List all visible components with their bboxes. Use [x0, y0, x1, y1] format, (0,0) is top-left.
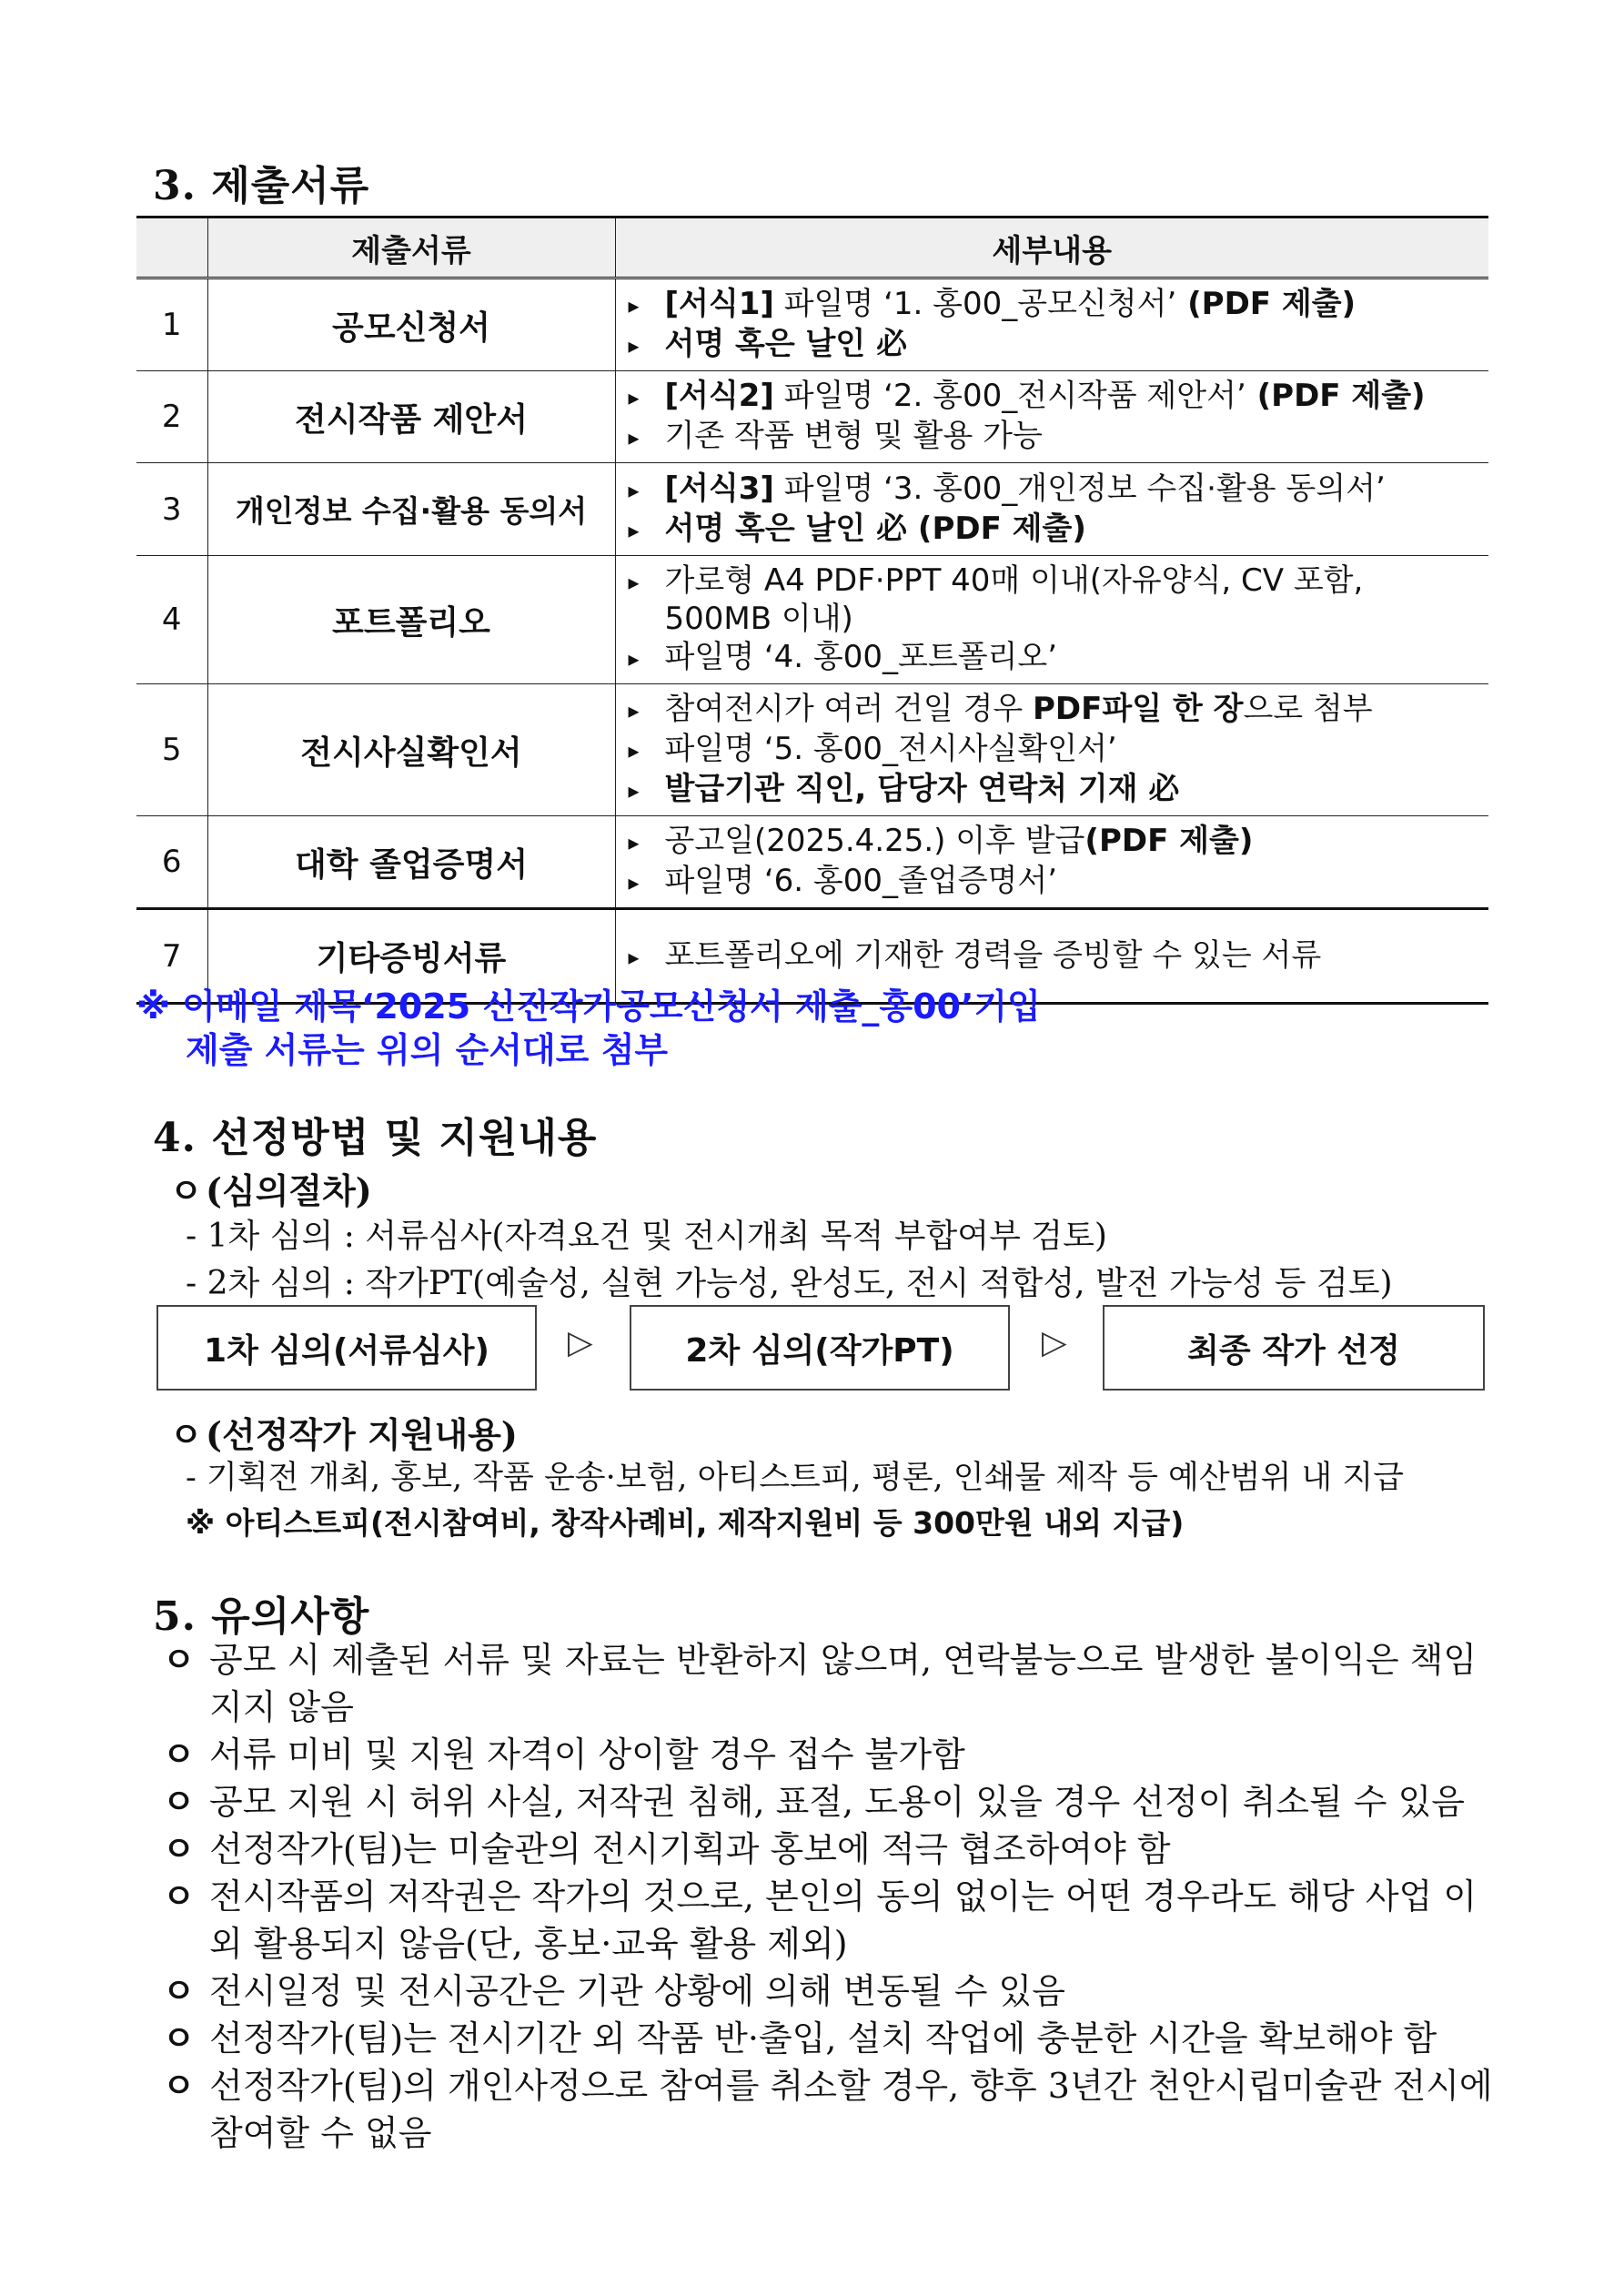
support-note: ※ 아티스트피(전시참여비, 창작사례비, 제작지원비 등 300만원 내외 지급) — [186, 1505, 1185, 1541]
detail-bold: [서식3] — [664, 470, 774, 507]
caution-text: 서류 미비 및 지원 자격이 상이할 경우 접수 불가함 — [209, 1735, 965, 1775]
triangle-bullet-icon: ▸ — [628, 570, 640, 595]
header-details: 세부내용 — [615, 217, 1488, 278]
caution-text: 공모 시 제출된 서류 및 자료는 반환하지 않으며, 연락불능으로 발생한 불이익은 책임지지 않음 — [209, 1640, 1478, 1727]
detail-text — [665, 690, 1373, 728]
detail-text: 기존 작품 변형 및 활용 가능 — [664, 418, 1043, 454]
circle-bullet-icon: ㅇ — [162, 1828, 196, 1869]
triangle-bullet-icon: ▸ — [628, 646, 640, 672]
triangle-bullet-icon: ▸ — [628, 385, 640, 410]
detail-text: 참여전시가 여러 건일 경우 — [664, 691, 1034, 727]
caution-text: 선정작가(팀)는 전시기간 외 작품 반·출입, 설치 작업에 충분한 시간을 확보해야 함 — [209, 2018, 1437, 2058]
detail-text — [665, 936, 1322, 975]
document-name: 대학 졸업증명서 — [207, 816, 615, 909]
caution-item — [162, 1778, 1499, 1826]
flow-arrow-icon: ▷ — [568, 1324, 593, 1361]
detail-line — [629, 770, 1478, 810]
triangle-bullet-icon: ▸ — [628, 293, 640, 319]
review-line-2: - 2차 심의 : 작가PT(예술성, 실현 가능성, 완성도, 전시 적합성, 발전 가능성 등 검토) — [186, 1265, 1393, 1302]
circle-bullet-icon: ㅇ — [162, 2018, 196, 2058]
circle-bullet-icon: ㅇ — [169, 1414, 203, 1455]
detail-text — [665, 730, 1117, 768]
detail-bold2: PDF파일 한 장 — [1033, 691, 1244, 727]
triangle-bullet-icon: ▸ — [628, 517, 640, 543]
caution-item — [162, 1873, 1499, 1967]
detail-line — [629, 561, 1478, 638]
document-details — [615, 371, 1488, 463]
triangle-bullet-icon: ▸ — [628, 333, 640, 359]
detail-text: 파일명 ‘6. 홍00_졸업증명서’ — [664, 863, 1058, 899]
flow-step-2: 2차 심의(작가PT) — [630, 1305, 1010, 1391]
caution-text: 전시일정 및 전시공간은 기관 상황에 의해 변동될 수 있음 — [209, 1971, 1065, 2011]
detail-text: 파일명 ‘1. 홍00_공모신청서’ — [773, 286, 1177, 322]
detail-bold2: (PDF 제출) — [1084, 823, 1254, 859]
detail-bold: 서명 혹은 날인 必 — [664, 326, 908, 362]
detail-line — [629, 730, 1478, 770]
circle-bullet-icon: ㅇ — [169, 1170, 203, 1211]
detail-text — [665, 285, 1357, 323]
circle-bullet-icon: ㅇ — [162, 1639, 196, 1680]
circle-bullet-icon: ㅇ — [162, 2065, 196, 2106]
caution-item — [162, 1731, 1499, 1778]
caution-item — [162, 1967, 1499, 2015]
detail-bold: [서식2] — [664, 378, 774, 414]
caution-item — [162, 2062, 1499, 2157]
triangle-bullet-icon: ▸ — [628, 944, 640, 970]
detail-line — [629, 936, 1478, 976]
caution-text: 공모 지원 시 허위 사실, 저작권 침해, 표절, 도용이 있을 경우 선정이 취소될 수 있음 — [209, 1782, 1466, 1822]
detail-line — [629, 470, 1478, 510]
review-line-1: - 1차 심의 : 서류심사(자격요건 및 전시개최 목적 부합여부 검토) — [186, 1218, 1107, 1255]
table-row — [136, 556, 1488, 684]
header-documents: 제출서류 — [207, 217, 615, 278]
detail-bold2: (PDF 제출) — [1246, 378, 1426, 414]
detail-bold: [서식1] — [664, 286, 774, 322]
detail-text: 포트폴리오에 기재한 경력을 증빙할 수 있는 서류 — [664, 936, 1322, 974]
detail-line — [629, 377, 1478, 417]
detail-text — [665, 561, 1478, 638]
document-name: 기타증빙서류 — [207, 909, 615, 1004]
row-number: 4 — [136, 556, 207, 684]
triangle-bullet-icon: ▸ — [628, 425, 640, 450]
detail-bold: 서명 혹은 날인 必 (PDF 제출) — [664, 510, 1086, 547]
detail-bold: 발급기관 직인, 담당자 연락처 기재 必 — [664, 771, 1180, 807]
detail-text — [665, 417, 1043, 455]
caution-text: 선정작가(팀)는 미술관의 전시기획과 홍보에 적극 협조하여야 함 — [209, 1829, 1171, 1869]
table-row — [136, 463, 1488, 556]
detail-text: 공고일(2025.4.25.) 이후 발급 — [664, 823, 1085, 859]
triangle-bullet-icon: ▸ — [628, 698, 640, 723]
support-line: - 기획전 개최, 홍보, 작품 운송·보험, 아티스트피, 평론, 인쇄물 제작 등 예산범위 내 지급 — [186, 1460, 1404, 1496]
document-details — [615, 278, 1488, 371]
detail-line — [629, 510, 1478, 550]
section4-title: 4. 선정방법 및 지원내용 — [153, 1115, 598, 1161]
triangle-bullet-icon: ▸ — [628, 870, 640, 895]
header-blank — [136, 217, 207, 278]
circle-bullet-icon: ㅇ — [162, 1970, 196, 2011]
detail-text — [665, 377, 1426, 415]
document-details — [615, 816, 1488, 909]
section5-title: 5. 유의사항 — [153, 1593, 370, 1640]
flow-arrow-icon: ▷ — [1042, 1324, 1067, 1361]
detail-line — [629, 822, 1478, 862]
documents-table — [136, 216, 1488, 1005]
detail-text — [665, 510, 1086, 548]
detail-text — [665, 325, 908, 363]
support-title: ㅇ(선정작가 지원내용) — [169, 1407, 518, 1457]
table-row — [136, 278, 1488, 371]
row-number: 7 — [136, 909, 207, 1004]
document-details — [615, 556, 1488, 684]
detail-text: 파일명 ‘3. 홍00_개인정보 수집·활용 동의서’ — [773, 470, 1386, 507]
detail-text: 가로형 A4 PDF·PPT 40매 이내(자유양식, CV 포함, 500MB 이내) — [664, 562, 1364, 637]
table-row — [136, 371, 1488, 463]
caution-item — [162, 2015, 1499, 2062]
document-details — [615, 684, 1488, 816]
circle-bullet-icon: ㅇ — [162, 1734, 196, 1775]
order-note: 제출 서류는 위의 순서대로 첨부 — [186, 1030, 669, 1070]
detail-text — [665, 470, 1386, 508]
detail-text — [665, 862, 1058, 900]
row-number: 3 — [136, 463, 207, 556]
detail-text — [665, 770, 1180, 808]
flow-step-3: 최종 작가 선정 — [1103, 1305, 1485, 1391]
caution-item — [162, 1636, 1499, 1731]
row-number: 6 — [136, 816, 207, 909]
detail-line — [629, 417, 1478, 457]
row-number: 2 — [136, 371, 207, 463]
detail-text — [665, 638, 1058, 676]
detail-line — [629, 690, 1478, 730]
detail-line — [629, 325, 1478, 365]
detail-line — [629, 285, 1478, 325]
row-number: 1 — [136, 278, 207, 371]
table-row — [136, 684, 1488, 816]
document-name: 전시사실확인서 — [207, 684, 615, 816]
detail-text — [665, 822, 1254, 860]
table-row — [136, 816, 1488, 909]
triangle-bullet-icon: ▸ — [628, 477, 640, 503]
email-note: ※ 이메일 제목‘2025 신진작가공모신청서 제출_홍00’기입 — [136, 986, 1041, 1027]
table-header-row — [136, 217, 1488, 278]
detail-line — [629, 638, 1478, 678]
detail-text: 파일명 ‘5. 홍00_전시사실확인서’ — [664, 731, 1117, 767]
row-number: 5 — [136, 684, 207, 816]
circle-bullet-icon: ㅇ — [162, 1781, 196, 1822]
document-details — [615, 463, 1488, 556]
caution-list — [162, 1636, 1499, 2157]
circle-bullet-icon: ㅇ — [162, 1876, 196, 1917]
detail-text: 파일명 ‘4. 홍00_포트폴리오’ — [664, 639, 1058, 675]
document-name: 개인정보 수집·활용 동의서 — [207, 463, 615, 556]
triangle-bullet-icon: ▸ — [628, 830, 640, 855]
review-title: ㅇ(심의절차) — [169, 1163, 372, 1213]
triangle-bullet-icon: ▸ — [628, 738, 640, 764]
document-name: 포트폴리오 — [207, 556, 615, 684]
document-name: 전시작품 제안서 — [207, 371, 615, 463]
caution-text: 선정작가(팀)의 개인사정으로 참여를 취소할 경우, 향후 3년간 천안시립미술관 전시에 참여할 수 없음 — [209, 2066, 1493, 2153]
detail-bold2: (PDF 제출) — [1176, 286, 1357, 322]
detail-text: 파일명 ‘2. 홍00_전시작품 제안서’ — [773, 378, 1246, 414]
detail-line — [629, 862, 1478, 902]
section3-title: 3. 제출서류 — [153, 163, 370, 209]
document-name: 공모신청서 — [207, 278, 615, 371]
detail-tail: 으로 첨부 — [1243, 691, 1373, 727]
triangle-bullet-icon: ▸ — [628, 778, 640, 804]
flow-step-1: 1차 심의(서류심사) — [156, 1305, 537, 1391]
caution-item — [162, 1826, 1499, 1873]
caution-text: 전시작품의 저작권은 작가의 것으로, 본인의 동의 없이는 어떤 경우라도 해당 사업 이외 활용되지 않음(단, 홍보·교육 활용 제외) — [209, 1876, 1478, 1964]
